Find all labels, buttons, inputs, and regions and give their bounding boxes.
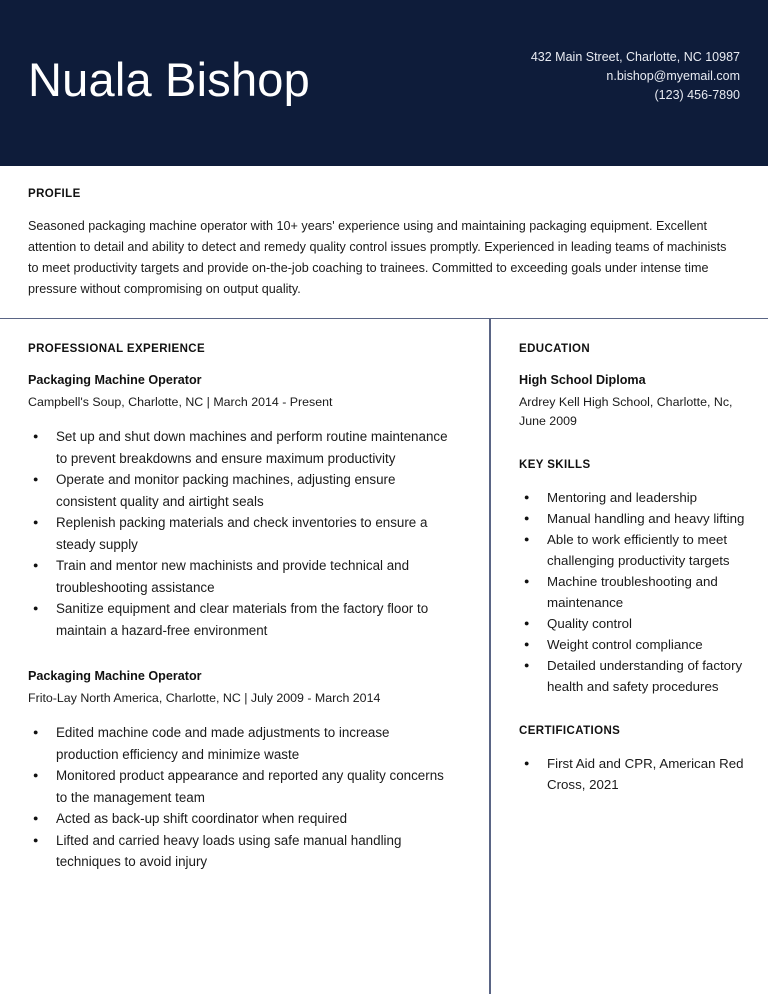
experience-heading: PROFESSIONAL EXPERIENCE [28, 343, 206, 355]
list-item: ● Manual handling and heavy lifting [519, 508, 746, 529]
candidate-name: Nuala Bishop [28, 53, 310, 106]
job-title: Packaging Machine Operator [28, 669, 202, 683]
profile-heading: PROFILE [28, 188, 81, 200]
contact-email[interactable]: n.bishop@myemail.com [606, 69, 740, 83]
key-skills-list [519, 487, 746, 697]
list-item: ● Mentoring and leadership [519, 487, 746, 508]
contact-phone: (123) 456-7890 [654, 88, 740, 102]
education-entry [519, 371, 746, 431]
job-meta: Frito-Lay North America, Charlotte, NC | July 2009 - March 2014 [28, 691, 381, 705]
list-item: ● Acted as back-up shift coordinator when required [28, 808, 452, 830]
list-item: ● Lifted and carried heavy loads using safe manual handling techniques to avoid injury [28, 830, 452, 873]
experience-entry [28, 371, 452, 641]
contact-block [531, 48, 740, 105]
list-item: ● Weight control compliance [519, 634, 746, 655]
contact-address: 432 Main Street, Charlotte, NC 10987 [530, 50, 740, 64]
list-item: ● Set up and shut down machines and perform routine maintenance to prevent breakdowns and ensure maximum productivity [28, 426, 452, 469]
entry-spacer [28, 641, 452, 667]
vertical-divider [489, 319, 491, 994]
list-item: ● Machine troubleshooting and maintenance [519, 571, 746, 613]
right-column [505, 319, 768, 795]
list-item: ● Detailed understanding of factory health and safety procedures [519, 655, 746, 697]
degree-title: High School Diploma [519, 373, 646, 387]
key-skills-heading: KEY SKILLS [519, 459, 591, 471]
certifications-list [519, 753, 746, 795]
experience-entry [28, 667, 452, 873]
list-item: ● First Aid and CPR, American Red Cross, 2021 [519, 753, 746, 795]
list-item: ● Sanitize equipment and clear materials from the factory floor to maintain a hazard-free environment [28, 598, 452, 641]
job-meta: Campbell's Soup, Charlotte, NC | March 2014 - Present [28, 395, 333, 409]
profile-section [0, 166, 768, 300]
list-item: ● Quality control [519, 613, 746, 634]
job-responsibility-list [28, 722, 452, 873]
list-item: ● Able to work efficiently to meet challenging productivity targets [519, 529, 746, 571]
list-item: ● Replenish packing materials and check inventories to ensure a steady supply [28, 512, 452, 555]
job-responsibility-list [28, 426, 452, 641]
list-item: ● Operate and monitor packing machines, adjusting ensure consistent quality and airtight seals [28, 469, 452, 512]
list-item: ● Edited machine code and made adjustments to increase production efficiency and minimize waste [28, 722, 452, 765]
list-item: ● Monitored product appearance and reported any quality concerns to the management team [28, 765, 452, 808]
school-meta: Ardrey Kell High School, Charlotte, Nc, June 2009 [519, 395, 733, 428]
certifications-heading: CERTIFICATIONS [519, 725, 621, 737]
list-item: ● Train and mentor new machinists and provide technical and troubleshooting assistance [28, 555, 452, 598]
left-column [0, 319, 470, 873]
resume-header [0, 0, 768, 166]
profile-summary-text: Seasoned packaging machine operator with 10+ years' experience using and maintaining packaging equipment. Excellent attention to detail and ability to detect and remedy quality control issues promptly. Experienced in leading teams of machinists to meet productivity targets and provide on-the-job coaching to trainees. Committed to exceeding goals under intense time pressure without compromising on output quality. [28, 219, 727, 296]
resume-body [0, 319, 768, 994]
job-title: Packaging Machine Operator [28, 373, 202, 387]
education-heading: EDUCATION [519, 343, 591, 355]
